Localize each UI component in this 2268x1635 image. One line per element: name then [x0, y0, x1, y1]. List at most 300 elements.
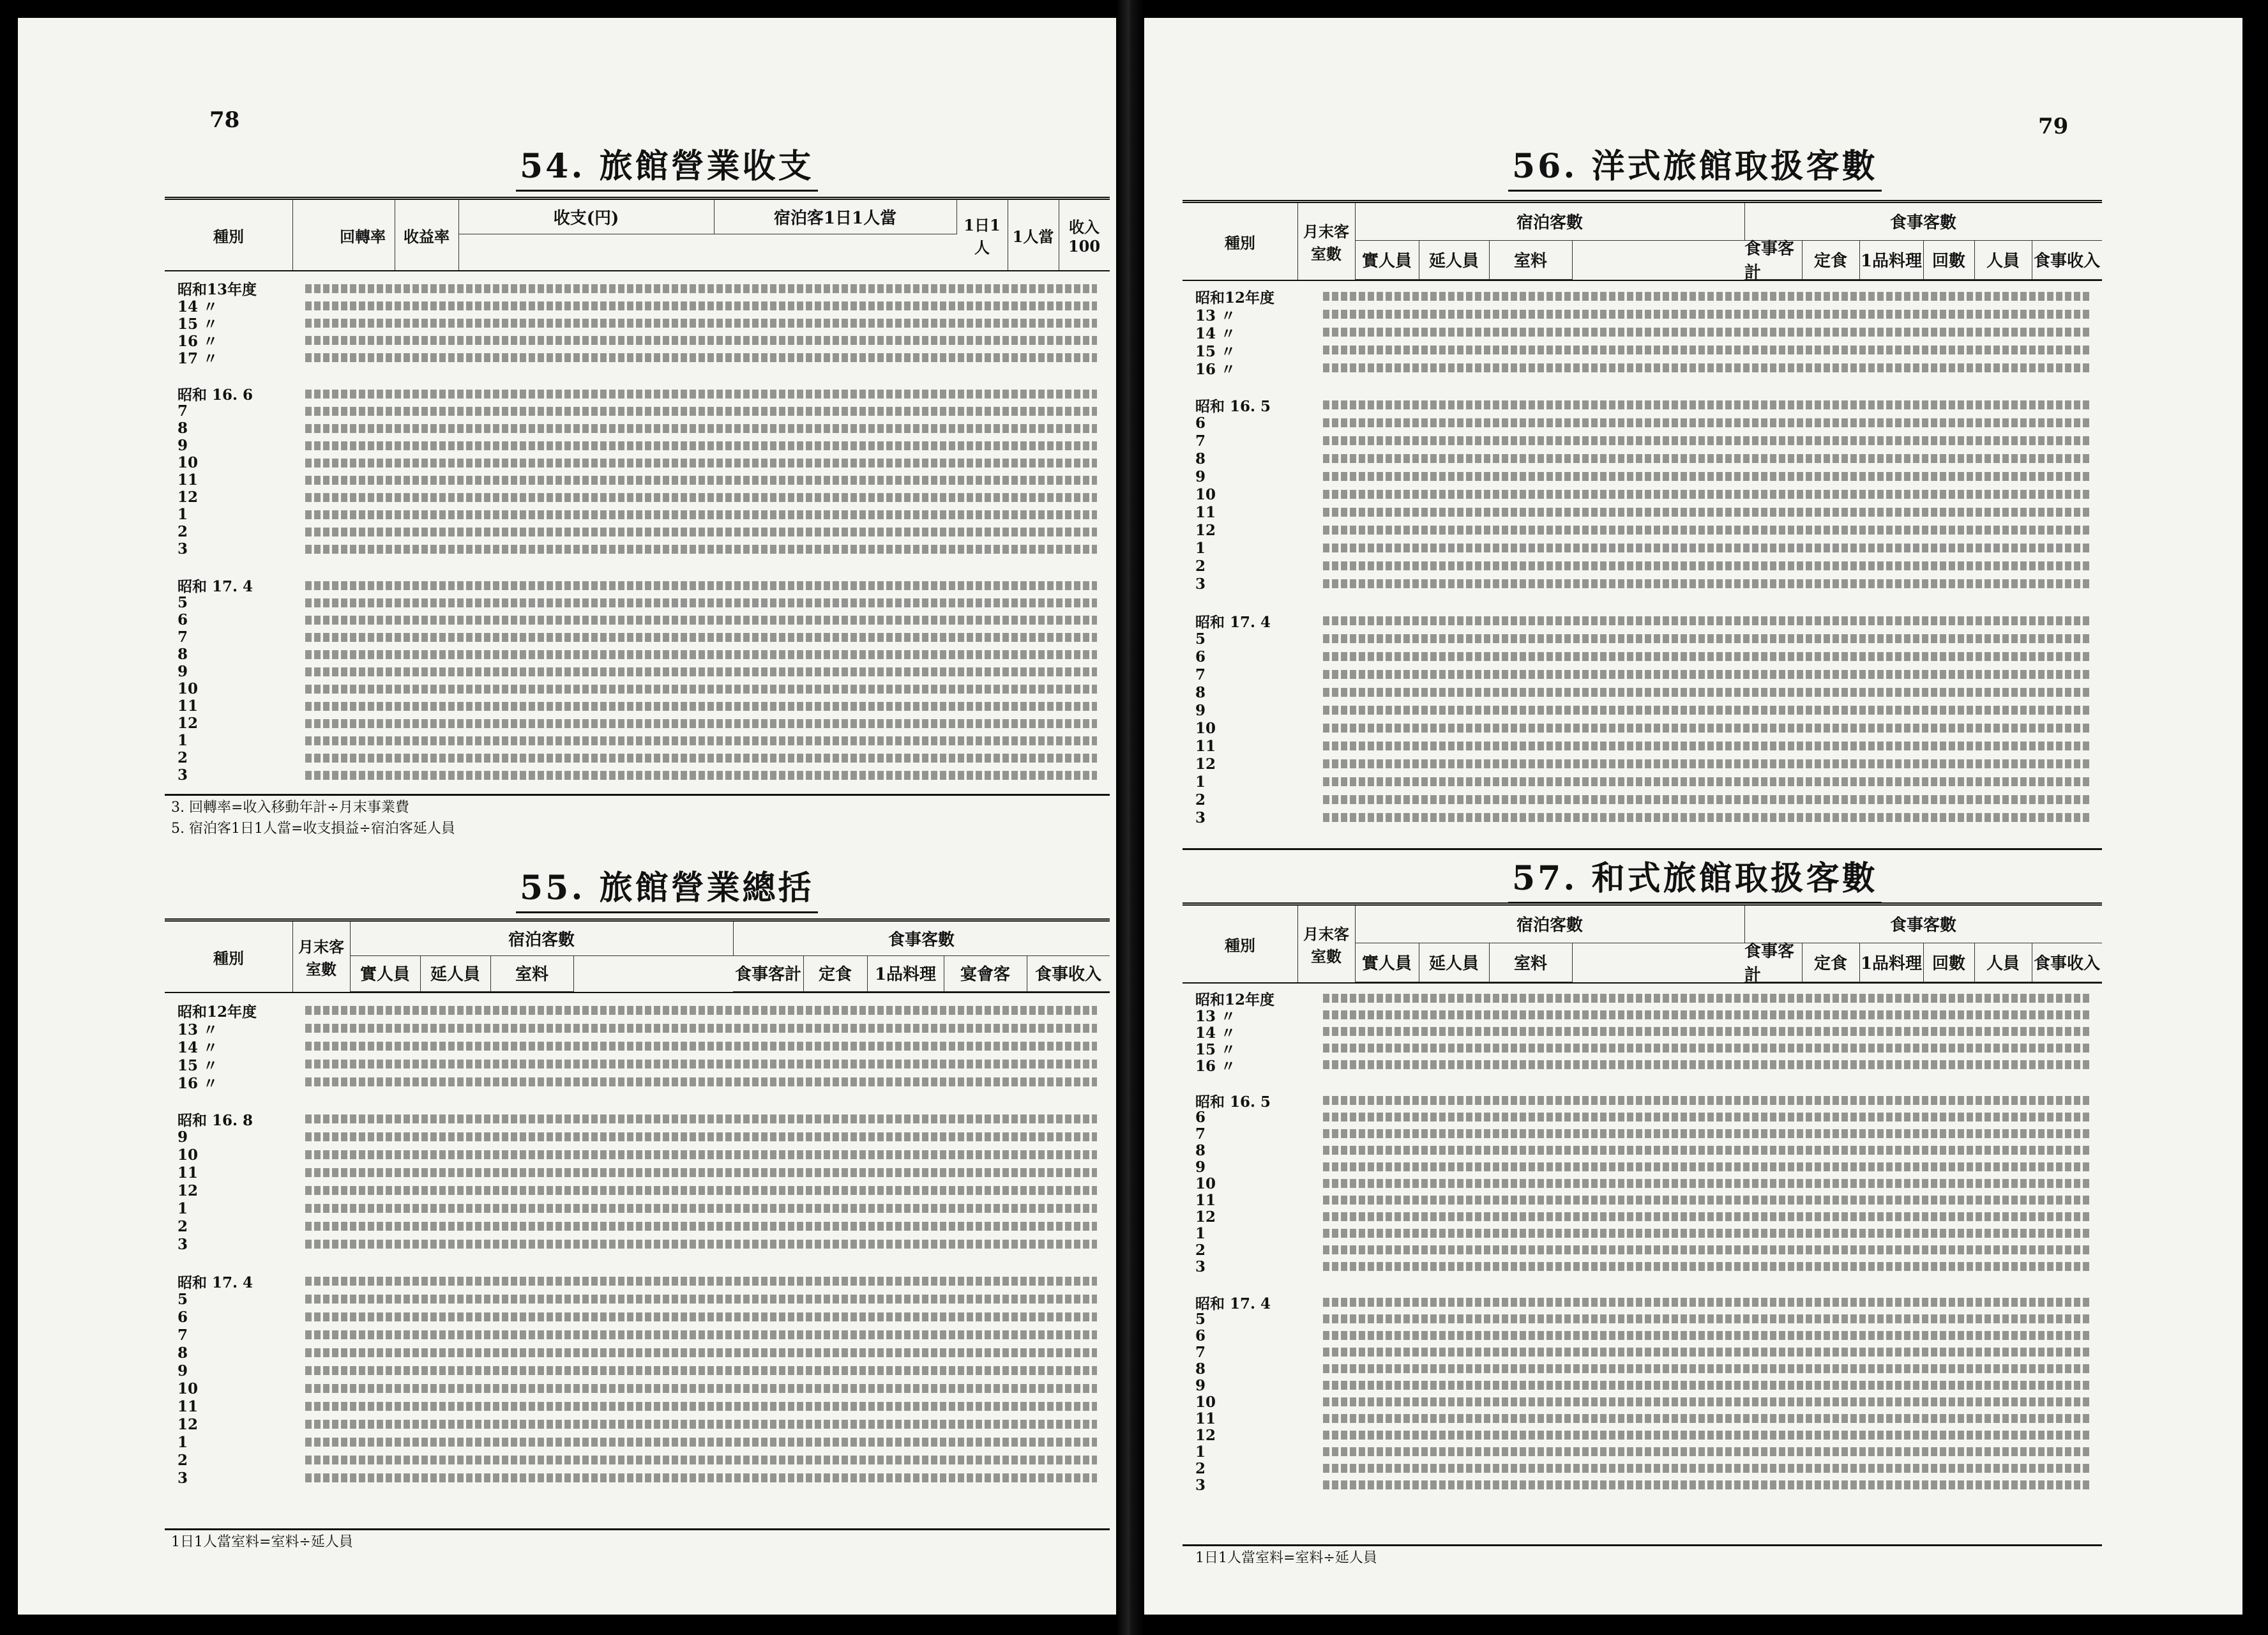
row-data-text: [1323, 526, 2089, 535]
table-row: [1183, 737, 2102, 755]
table-row: [165, 732, 1110, 749]
row-data-text: [305, 424, 1097, 433]
row-label: 15 〃: [178, 316, 218, 333]
row-data-text: [1323, 561, 2089, 570]
row-data-text: [1323, 1414, 2089, 1423]
row-label: 12: [1195, 1426, 1216, 1444]
row-data-text: [1323, 1096, 2089, 1105]
table-row: [165, 437, 1110, 454]
row-data-text: [305, 1240, 1097, 1249]
row-label: 3: [178, 1235, 188, 1253]
row-data-text: [305, 1277, 1097, 1286]
row-data-text: [1323, 1464, 2089, 1473]
table-row: [165, 1290, 1110, 1308]
row-data-text: [1323, 346, 2089, 354]
header-category: 種別: [1183, 906, 1298, 982]
row-data-text: [305, 545, 1097, 554]
row-label: 9: [1195, 1376, 1206, 1394]
row-label: 16 〃: [178, 1074, 218, 1092]
row-label: 9: [178, 663, 188, 680]
header-meal-group: 食事客數: [733, 922, 1110, 956]
table-54-title: 54. 旅館營業收支: [516, 139, 818, 192]
row-data-text: [1323, 508, 2089, 517]
row-data-text: [1323, 1196, 2089, 1205]
row-data-text: [305, 1402, 1097, 1411]
row-data-text: [1323, 472, 2089, 481]
row-data-text: [305, 441, 1097, 450]
row-label: 6: [178, 611, 188, 628]
header-banquet: 宴會客: [944, 955, 1027, 992]
table-56-header: [1183, 203, 2102, 281]
row-label: 7: [178, 402, 188, 420]
row-data-text: [305, 616, 1097, 625]
table-55-title: 55. 旅館營業總括: [516, 861, 818, 913]
row-gap: [165, 1091, 1110, 1110]
row-label: 11: [1195, 503, 1216, 521]
table-row: [165, 314, 1110, 331]
row-label: 2: [178, 523, 188, 540]
header-total: 延人員: [1419, 943, 1490, 982]
row-data-text: [1323, 777, 2089, 786]
row-data-text: [305, 719, 1097, 728]
table-row: [1183, 665, 2102, 683]
header-meal-total: 食事客計: [1744, 943, 1803, 982]
row-label: 11: [178, 697, 199, 715]
row-data-text: [305, 1456, 1097, 1464]
row-label: 昭和 16. 8: [178, 1111, 253, 1129]
table-57-notes: [1195, 1548, 2089, 1569]
table-57: [1183, 902, 2102, 1546]
table-row: [165, 1128, 1110, 1146]
row-label: 14 〃: [178, 1038, 218, 1056]
row-label: 10: [178, 1380, 199, 1397]
row-data-text: [305, 301, 1097, 310]
table-row: [165, 1272, 1110, 1290]
note: 1日1人當室料=室料÷延人員: [1195, 1550, 1377, 1566]
row-label: 3: [178, 1469, 188, 1487]
row-data-text: [305, 407, 1097, 416]
row-gap: [165, 1253, 1110, 1272]
row-data-text: [305, 1114, 1097, 1123]
row-label: 3: [178, 766, 188, 784]
row-data-text: [305, 1186, 1097, 1195]
header-meal-total: 食事客計: [1744, 240, 1803, 280]
row-data-text: [305, 510, 1097, 519]
row-data-text: [1323, 1431, 2089, 1440]
row-data-text: [305, 1438, 1097, 1447]
table-row: [165, 402, 1110, 420]
row-data-text: [1323, 418, 2089, 427]
table-row: [1183, 648, 2102, 665]
header-total: 延人員: [1419, 240, 1490, 280]
row-label: 5: [178, 594, 188, 611]
header-real: 實人員: [1355, 943, 1419, 982]
row-data-text: [305, 1384, 1097, 1393]
row-data-text: [305, 319, 1097, 328]
header-meal-group: 食事客數: [1744, 203, 2102, 241]
row-data-text: [305, 336, 1097, 345]
table-row: [1183, 1311, 2102, 1327]
row-data-text: [1323, 1262, 2089, 1271]
row-data-text: [1323, 1060, 2089, 1069]
table-row: [165, 1362, 1110, 1380]
row-label: 11: [178, 1397, 199, 1415]
row-data-text: [1323, 1010, 2089, 1019]
row-data-text: [1323, 634, 2089, 643]
table-row: [165, 1182, 1110, 1199]
header-meal-total: 食事客計: [733, 955, 804, 992]
header-room-fee: 室料: [490, 955, 574, 992]
row-label: 2: [178, 1451, 188, 1469]
table-row: [165, 1415, 1110, 1433]
header-persons: 人員: [1974, 943, 2032, 982]
row-label: 8: [178, 1344, 188, 1362]
table-row: [1183, 791, 2102, 809]
row-data-text: [305, 685, 1097, 694]
table-row: [1183, 1125, 2102, 1142]
table-54: [165, 197, 1110, 796]
table-row: [1183, 773, 2102, 791]
table-row: [165, 454, 1110, 471]
page-number: 78: [209, 107, 240, 133]
header-set-meal: 定食: [1802, 943, 1860, 982]
table-row: [165, 489, 1110, 506]
row-label: 昭和12年度: [178, 1003, 257, 1021]
table-row: [165, 1073, 1110, 1091]
row-label: 2: [178, 1217, 188, 1235]
table-row: [165, 523, 1110, 540]
row-label: 2: [1195, 1459, 1206, 1477]
row-data-text: [305, 1473, 1097, 1482]
row-data-text: [1323, 688, 2089, 697]
row-data-text: [1323, 1480, 2089, 1489]
row-data-text: [305, 1042, 1097, 1051]
header-stay-group: 宿泊客數: [350, 922, 734, 956]
row-data-text: [1323, 400, 2089, 409]
header-total: 延人員: [420, 955, 491, 992]
header-category: 種別: [165, 922, 293, 992]
table-row: [165, 1380, 1110, 1397]
row-data-text: [1323, 616, 2089, 625]
row-data-text: [1323, 1027, 2089, 1036]
table-row: [165, 1055, 1110, 1073]
row-label: 昭和 16. 5: [1195, 1093, 1271, 1111]
row-label: 12: [178, 489, 199, 506]
table-row: [165, 506, 1110, 523]
row-data-text: [1323, 652, 2089, 661]
row-label: 5: [1195, 1310, 1206, 1328]
table-row: [1183, 630, 2102, 648]
table-row: [1183, 1056, 2102, 1073]
table-row: [1183, 1208, 2102, 1225]
header-meal-income: 食事收入: [1027, 955, 1110, 992]
row-label: 2: [178, 749, 188, 766]
row-label: 12: [1195, 755, 1216, 773]
row-gap: [165, 558, 1110, 577]
row-label: 7: [1195, 432, 1206, 450]
table-row: [1183, 1242, 2102, 1258]
row-label: 7: [178, 628, 188, 646]
row-label: 7: [178, 1326, 188, 1344]
row-data-text: [1323, 1348, 2089, 1357]
row-label: 1: [1195, 1443, 1206, 1461]
note: 3. 回轉率=收入移動年計÷月末事業費: [171, 800, 409, 816]
row-label: 8: [178, 646, 188, 663]
row-data-text: [1323, 310, 2089, 319]
table-row: [1183, 341, 2102, 359]
table-row: [165, 1308, 1110, 1326]
table-row: [1183, 701, 2102, 719]
table-row: [1183, 1477, 2102, 1493]
table-row: [165, 611, 1110, 628]
row-data-text: [1323, 454, 2089, 463]
table-row: [1183, 1360, 2102, 1377]
row-label: 1: [1195, 1224, 1206, 1242]
table-row: [1183, 1258, 2102, 1275]
table-row: [1183, 1443, 2102, 1460]
table-row: [1183, 1159, 2102, 1175]
row-label: 9: [1195, 468, 1206, 485]
table-row: [1183, 1175, 2102, 1192]
header-rooms: 月末客室數: [1297, 203, 1356, 280]
row-data-text: [1323, 1229, 2089, 1238]
row-data-text: [305, 736, 1097, 745]
row-data-text: [305, 390, 1097, 399]
row-label: 昭和 16. 6: [178, 386, 253, 404]
row-data-text: [1323, 1397, 2089, 1406]
table-row: [1183, 683, 2102, 701]
row-label: 12: [1195, 521, 1216, 539]
header-rooms: 月末客室數: [1297, 906, 1356, 982]
table-row: [1183, 359, 2102, 377]
row-data-text: [1323, 1447, 2089, 1456]
row-label: 8: [178, 420, 188, 437]
header-room-fee: 室料: [1489, 240, 1573, 280]
row-label: 13 〃: [1195, 307, 1236, 324]
row-label: 11: [1195, 737, 1216, 755]
table-row: [1183, 323, 2102, 341]
row-label: 14 〃: [1195, 324, 1236, 342]
row-data-text: [305, 771, 1097, 780]
header-set-meal: 定食: [1802, 240, 1860, 280]
row-data-text: [305, 1060, 1097, 1068]
table-row: [165, 1146, 1110, 1164]
row-label: 9: [1195, 701, 1206, 719]
table-row: [1183, 450, 2102, 468]
row-label: 12: [1195, 1208, 1216, 1226]
row-label: 9: [178, 1362, 188, 1380]
row-label: 13 〃: [178, 1021, 218, 1038]
row-label: 13 〃: [1195, 1007, 1236, 1025]
row-label: 2: [1195, 1241, 1206, 1259]
row-label: 2: [1195, 791, 1206, 809]
row-data-text: [305, 1312, 1097, 1321]
table-row: [1183, 557, 2102, 575]
row-data-text: [1323, 670, 2089, 679]
row-data-text: [1323, 994, 2089, 1003]
row-data-text: [305, 1024, 1097, 1033]
header-real: 實人員: [350, 955, 421, 992]
table-55-rows: [165, 1001, 1110, 1487]
table-row: [1183, 1327, 2102, 1344]
row-data-text: [305, 1150, 1097, 1159]
row-label: 10: [1195, 485, 1216, 503]
row-label: 10: [178, 1146, 199, 1164]
row-data-text: [305, 493, 1097, 502]
row-data-text: [1323, 363, 2089, 372]
table-row: [1183, 396, 2102, 414]
row-label: 1: [1195, 539, 1206, 557]
header-ratio: 收入100: [1068, 218, 1101, 255]
row-label: 1: [178, 1199, 188, 1217]
header-real: 實人員: [1355, 240, 1419, 280]
table-row: [165, 1217, 1110, 1235]
row-label: 1: [178, 732, 188, 749]
row-data-text: [1323, 1146, 2089, 1155]
row-label: 8: [1195, 450, 1206, 468]
row-label: 1: [178, 506, 188, 523]
row-label: 11: [178, 1164, 199, 1182]
row-gap: [165, 366, 1110, 385]
row-label: 9: [178, 1128, 188, 1146]
row-data-text: [1323, 1113, 2089, 1122]
row-label: 昭和 17. 4: [178, 578, 253, 595]
row-label: 昭和 17. 4: [1195, 1295, 1271, 1312]
header-a-la-carte: 1品料理: [867, 955, 944, 992]
table-55-header: [165, 922, 1110, 993]
row-label: 3: [1195, 809, 1206, 826]
row-label: 10: [1195, 1393, 1216, 1411]
note: 1日1人當室料=室料÷延人員: [171, 1534, 353, 1550]
row-data-text: [305, 459, 1097, 468]
table-row: [1183, 1427, 2102, 1443]
row-label: 14 〃: [178, 298, 218, 316]
book-spine: [1116, 0, 1144, 1635]
table-row: [165, 577, 1110, 594]
table-54-rows: [165, 280, 1110, 784]
row-label: 11: [1195, 1410, 1216, 1427]
row-gap: [1183, 593, 2102, 612]
row-label: 3: [178, 540, 188, 558]
row-label: 9: [1195, 1158, 1206, 1176]
table-57-rows: [1183, 990, 2102, 1493]
table-row: [1183, 1092, 2102, 1109]
header-stay-group: 宿泊客數: [1355, 203, 1745, 241]
table-row: [165, 594, 1110, 611]
row-data-text: [1323, 759, 2089, 768]
row-data-text: [305, 1132, 1097, 1141]
header-a-la-carte: 1品料理: [1859, 240, 1924, 280]
table-row: [165, 646, 1110, 663]
header-profit-rate: 收益率: [395, 200, 459, 270]
table-row: [165, 663, 1110, 680]
table-56: [1183, 200, 2102, 850]
table-row: [1183, 755, 2102, 773]
header-stay-group: 宿泊客數: [1355, 906, 1745, 943]
table-row: [165, 1469, 1110, 1487]
row-data-text: [305, 754, 1097, 763]
row-data-text: [1323, 1314, 2089, 1323]
header-room-fee: 室料: [1489, 943, 1573, 982]
row-label: 昭和12年度: [1195, 289, 1275, 307]
table-row: [165, 385, 1110, 402]
row-data-text: [1323, 1381, 2089, 1390]
row-data-text: [1323, 741, 2089, 750]
header-a-la-carte: 1品料理: [1859, 943, 1924, 982]
table-row: [1183, 1460, 2102, 1477]
table-row: [165, 680, 1110, 697]
row-data-text: [1323, 813, 2089, 822]
row-label: 10: [178, 454, 199, 471]
header-set-meal: 定食: [803, 955, 868, 992]
header-room: 1日1人: [956, 200, 1008, 270]
table-row: [165, 1433, 1110, 1451]
table-row: [165, 697, 1110, 715]
row-data-text: [1323, 1129, 2089, 1138]
row-label: 10: [1195, 1175, 1216, 1192]
row-label: 1: [178, 1433, 188, 1451]
row-data-text: [305, 598, 1097, 607]
row-data-text: [305, 1330, 1097, 1339]
right-page: [1144, 18, 2242, 1615]
header-meal: 1人當: [1008, 200, 1059, 270]
row-label: 11: [1195, 1191, 1216, 1209]
table-54-header: [165, 200, 1110, 271]
table-row: [165, 297, 1110, 314]
table-row: [1183, 612, 2102, 630]
row-label: 昭和13年度: [178, 281, 257, 298]
row-label: 15 〃: [1195, 1040, 1236, 1058]
row-label: 15 〃: [1195, 342, 1236, 360]
table-row: [165, 280, 1110, 297]
row-label: 昭和12年度: [1195, 991, 1275, 1008]
row-data-text: [1323, 1162, 2089, 1171]
table-row: [1183, 503, 2102, 521]
row-data-text: [1323, 706, 2089, 715]
table-57-title: 57. 和式旅館取扱客數: [1508, 851, 1882, 904]
row-data-text: [305, 1006, 1097, 1015]
row-data-text: [305, 667, 1097, 676]
row-label: 5: [178, 1290, 188, 1308]
row-data-text: [1323, 579, 2089, 588]
row-data-text: [1323, 1331, 2089, 1340]
table-55: [165, 918, 1110, 1530]
row-label: 6: [1195, 648, 1206, 665]
row-label: 昭和 17. 4: [1195, 613, 1271, 631]
row-label: 16 〃: [178, 333, 218, 350]
table-row: [165, 1451, 1110, 1469]
header-per-guest: 宿泊客1日1人當: [714, 200, 957, 234]
row-data-text: [305, 1077, 1097, 1086]
table-row: [1183, 809, 2102, 826]
row-label: 14 〃: [1195, 1024, 1236, 1042]
table-row: [165, 1019, 1110, 1037]
row-data-text: [305, 702, 1097, 711]
header-meal-group: 食事客數: [1744, 906, 2102, 943]
row-label: 6: [1195, 414, 1206, 432]
header-category: 種別: [1183, 203, 1298, 280]
row-data-text: [305, 633, 1097, 642]
row-label: 7: [1195, 665, 1206, 683]
row-label: 昭和 17. 4: [178, 1274, 253, 1291]
table-row: [165, 1326, 1110, 1344]
table-row: [1183, 1377, 2102, 1394]
row-gap: [1183, 1275, 2102, 1294]
table-row: [165, 749, 1110, 766]
table-row: [165, 1164, 1110, 1182]
row-data-text: [1323, 292, 2089, 301]
row-label: 7: [1195, 1343, 1206, 1361]
